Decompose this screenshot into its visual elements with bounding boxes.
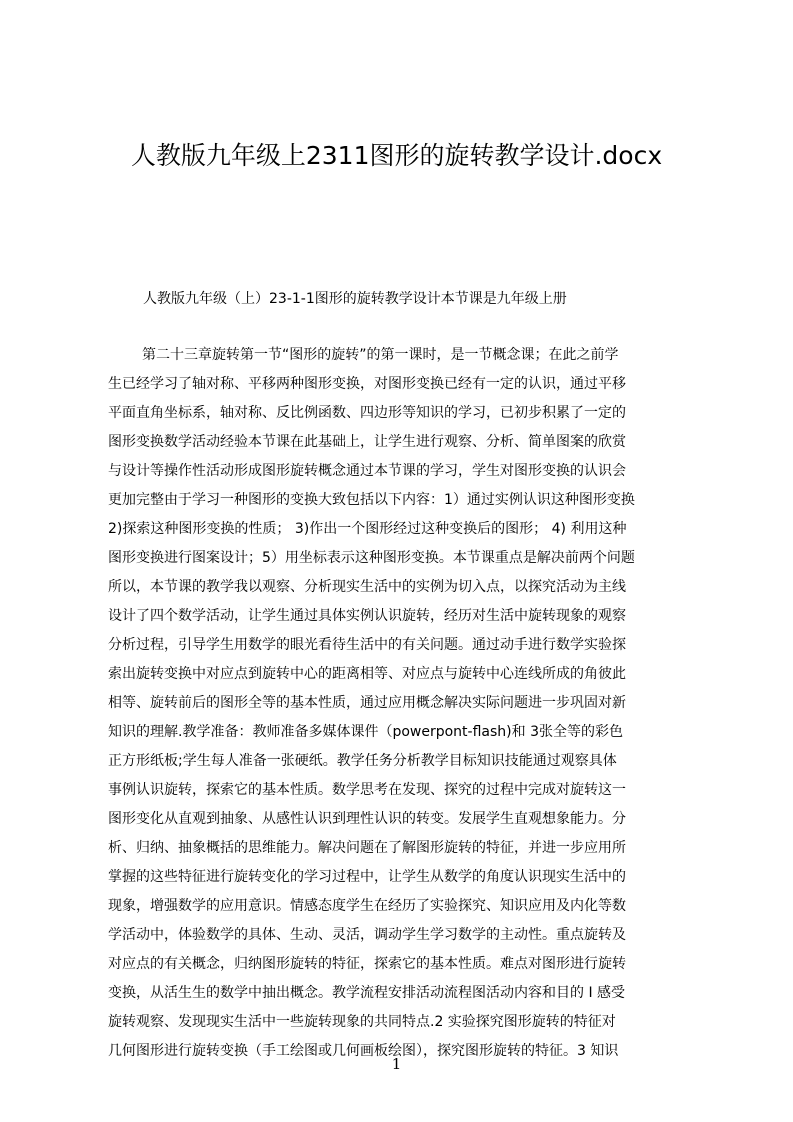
body-line: 分析过程，引导学生用数学的眼光看待生活中的有关问题。通过动手进行数学实验探	[108, 637, 626, 653]
body-line: 索出旋转变换中对应点到旋转中心的距离相等、对应点与旋转中心连线所成的角彼此	[108, 666, 626, 682]
page-number: 1	[391, 1055, 402, 1073]
body-line: 图形变换进行图案设计；5）用坐标表示这种图形变换。本节课重点是解决前两个问题	[108, 550, 635, 566]
document-subtitle: 人教版九年级（上）23-1-1图形的旋转教学设计本节课是九年级上册	[143, 291, 567, 307]
body-line: 图形变换数学活动经验本节课在此基础上，让学生进行观察、分析、简单图案的欣赏	[108, 434, 626, 450]
body-line: 掌握的这些特征进行旋转变化的学习过程中，让学生从数学的角度认识现实生活中的	[108, 869, 626, 885]
body-line: 生已经学习了轴对称、平移两种图形变换，对图形变换已经有一定的认识，通过平移	[108, 376, 626, 392]
body-line: 相等、旋转前后的图形全等的基本性质，通过应用概念解决实际问题进一步巩固对新	[108, 695, 626, 711]
body-line: 第二十三章旋转第一节“图形的旋转”的第一课时，是一节概念课；在此之前学	[142, 347, 619, 363]
body-line: 几何图形进行旋转变换（手工绘图或几何画板绘图），探究图形旋转的特征。3 知识	[108, 1043, 619, 1059]
body-line: 正方形纸板;学生每人准备一张硬纸。教学任务分析教学目标知识技能通过观察具体	[108, 753, 617, 769]
document-title: 人教版九年级上2311图形的旋转教学设计.docx	[130, 141, 663, 170]
body-line: 析、归纳、抽象概括的思维能力。解决问题在了解图形旋转的特征，并进一步应用所	[108, 840, 626, 856]
body-line: 所以，本节课的教学我以观察、分析现实生活中的实例为切入点，以探究活动为主线	[108, 579, 626, 595]
body-line: 变换，从活生生的数学中抽出概念。教学流程安排活动流程图活动内容和目的 I 感受	[108, 985, 626, 1001]
body-line: 旋转观察、发现现实生活中一些旋转现象的共同特点.2 实验探究图形旋转的特征对	[108, 1014, 616, 1030]
body-line: 平面直角坐标系，轴对称、反比例函数、四边形等知识的学习，已初步积累了一定的	[108, 405, 626, 421]
body-line: 2)探索这种图形变换的性质； 3)作出一个图形经过这种变换后的图形； 4) 利用这种	[108, 521, 627, 537]
body-line: 设计了四个数学活动，让学生通过具体实例认识旋转，经历对生活中旋转现象的观察	[108, 608, 626, 624]
body-line: 现象，增强数学的应用意识。情感态度学生在经历了实验探究、知识应用及内化等数	[108, 898, 626, 914]
body-line: 图形变化从直观到抽象、从感性认识到理性认识的转变。发展学生直观想象能力。分	[108, 811, 626, 827]
body-line: 事例认识旋转，探索它的基本性质。数学思考在发现、探究的过程中完成对旋转这一	[108, 782, 626, 798]
body-line: 学活动中，体验数学的具体、生动、灵活，调动学生学习数学的主动性。重点旋转及	[108, 927, 626, 943]
body-line: 与设计等操作性活动形成图形旋转概念通过本节课的学习，学生对图形变换的认识会	[108, 463, 626, 479]
body-text	[108, 341, 698, 1059]
body-line: 更加完整由于学习一种图形的变换大致包括以下内容：1）通过实例认识这种图形变换	[108, 492, 635, 508]
body-line: 知识的理解.教学准备：教师准备多媒体课件（powerpont-flash)和 3张全等的彩色	[108, 724, 623, 740]
body-line: 对应点的有关概念，归纳图形旋转的特征，探索它的基本性质。难点对图形进行旋转	[108, 956, 626, 972]
